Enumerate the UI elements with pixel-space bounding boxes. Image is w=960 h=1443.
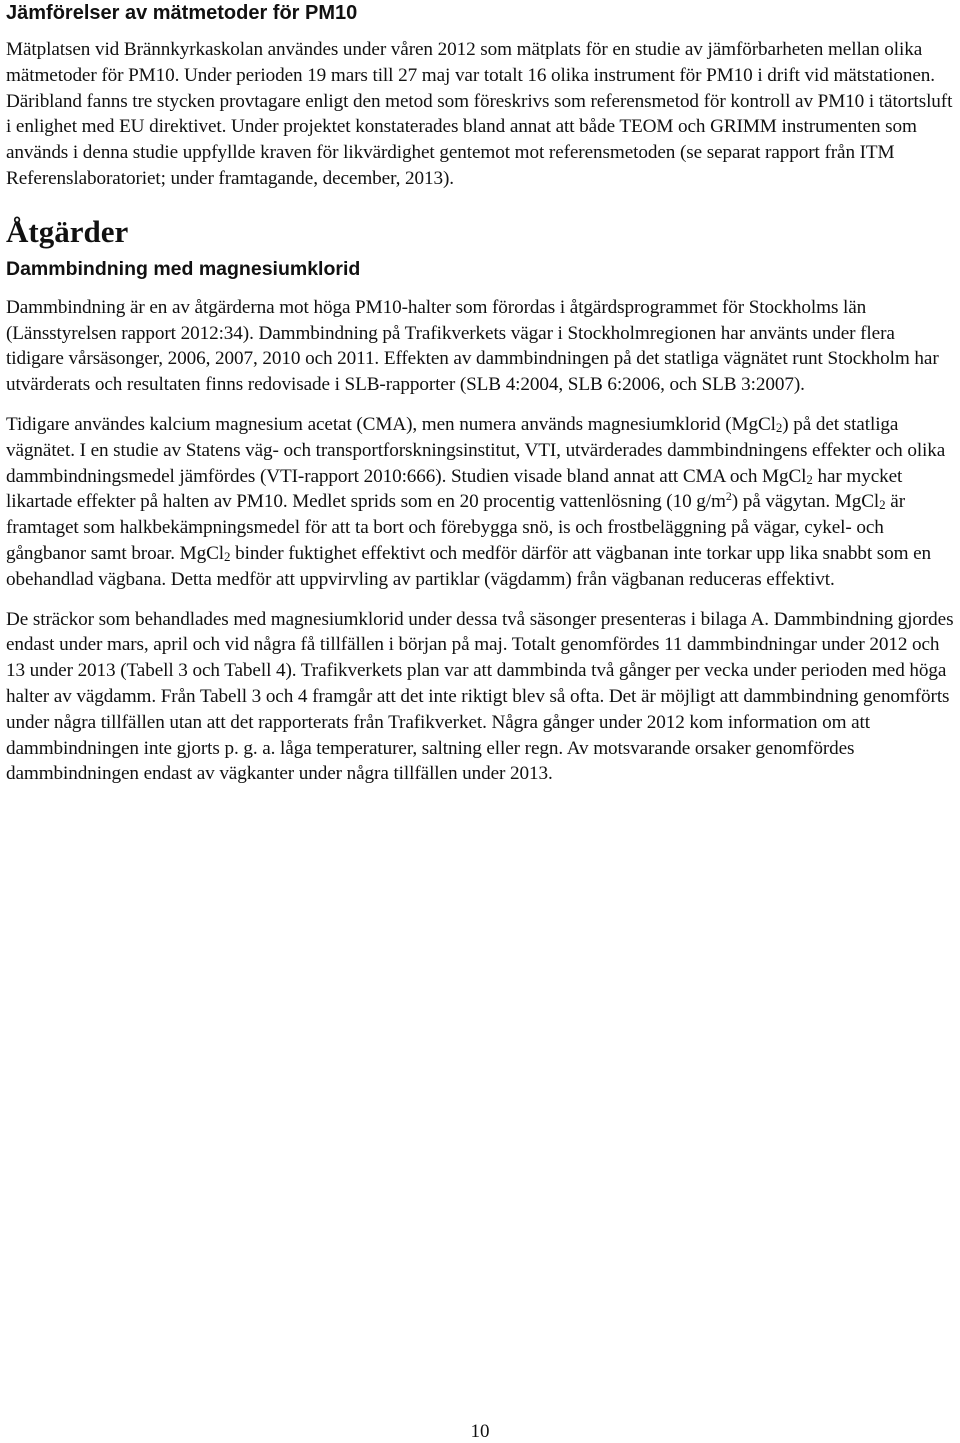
subscript: 2	[224, 548, 231, 564]
paragraph-text: Tidigare användes kalcium magnesium acetat (CMA), men numera används magnesiumklorid (MgCl	[6, 413, 776, 435]
section-heading: Jämförelser av mätmetoder för PM10	[6, 2, 358, 24]
main-heading: Åtgärder	[6, 213, 129, 249]
paragraph-magnesiumklorid	[6, 412, 956, 593]
subscript: 2	[806, 471, 813, 487]
subscript: 2	[879, 497, 886, 513]
paragraph-text: binder fuktighet effektivt och medför därför att vägbanan inte torkar upp lika snabbt som en obehandlad vägbana. Detta medför att uppvirvling av partiklar (vägdamm) från vägbanan reduceras effektivt.	[6, 542, 932, 590]
superscript: 2	[725, 489, 732, 504]
paragraph-text: har mycket likartade effekter på halten av PM10. Medlet sprids som en 20 procentig vattenlösning (10 g/m	[6, 465, 903, 513]
paragraph-text: är framtaget som halkbekämpningsmedel för att ta bort och förebygga snö, is och frostbeläggning på vägar, cykel- och gångbanor samt broar. MgCl	[6, 491, 905, 564]
document-page	[6, 0, 956, 787]
paragraph-text: ) på vägytan. MgCl	[731, 491, 880, 513]
paragraph-dammbindning: Dammbindning är en av åtgärderna mot höga PM10-halter som förordas i åtgärdsprogrammet för Stockholms län (Länsstyrelsen rapport 2012:34). Dammbindning på Trafikverkets vägar i Stockholmregionen har använts under flera tidigare vårsäsonger, 2006, 2007, 2010 och 2011. Effekten av dammbindningen på det statliga vägnätet runt Stockholm har utvärderats och resultaten finns redovisade i SLB-rapporter (SLB 4:2004, SLB 6:2006, och SLB 3:2007).	[6, 296, 939, 396]
sub-heading: Dammbindning med magnesiumklorid	[6, 257, 361, 280]
paragraph-strackor: De sträckor som behandlades med magnesiumklorid under dessa två säsonger presenteras i bilaga A. Dammbindning gjordes endast under mars, april och vid några få tillfällen i början på maj. Totalt genomfördes 11 dammbindningar under 2012 och 13 under 2013 (Tabell 3 och Tabell 4). Trafikverkets plan var att dammbinda två gånger per vecka under perioden med höga halter av vägdamm. Från Tabell 3 och 4 framgår att det inte riktigt blev så ofta. Det är möjligt att dammbindning genomförts under några tillfällen utan att det rapporterats från Trafikverket. Några gånger under 2012 kom information om att dammbindningen inte gjorts p. g. a. låga temperaturer, saltning eller regn. Av motsvarande orsaker genomfördes dammbindningen endast av vägkanter under några tillfällen under 2013.	[6, 608, 954, 785]
intro-paragraph: Mätplatsen vid Brännkyrkaskolan användes under våren 2012 som mätplats för en studie av jämförbarheten mellan olika mätmetoder för PM10. Under perioden 19 mars till 27 maj var totalt 16 olika instrument för PM10 i drift vid mätstationen. Däribland fanns tre stycken provtagare enligt den metod som föreskrivs som referensmetod för kontroll av PM10 i tätortsluft i enlighet med EU direktivet. Under projektet konstaterades bland annat att både TEOM och GRIMM instrumenten som används i denna studie uppfyllde kraven för likvärdighet gentemot mot referensmetoden (se separat rapport från ITM Referenslaboratoriet; under framtagande, december, 2013).	[6, 39, 953, 189]
paragraph-text: ) på det statliga vägnätet. I en studie av Statens väg- och transportforskningsinstitut, VTI, utvärderades dammbindningens effekter och olika dammbindningsmedel jämfördes (VTI-rapport 2010:666). Studien visade bland annat att CMA och MgCl	[6, 413, 946, 487]
page-number: 10	[470, 1421, 490, 1442]
subscript: 2	[775, 419, 783, 435]
